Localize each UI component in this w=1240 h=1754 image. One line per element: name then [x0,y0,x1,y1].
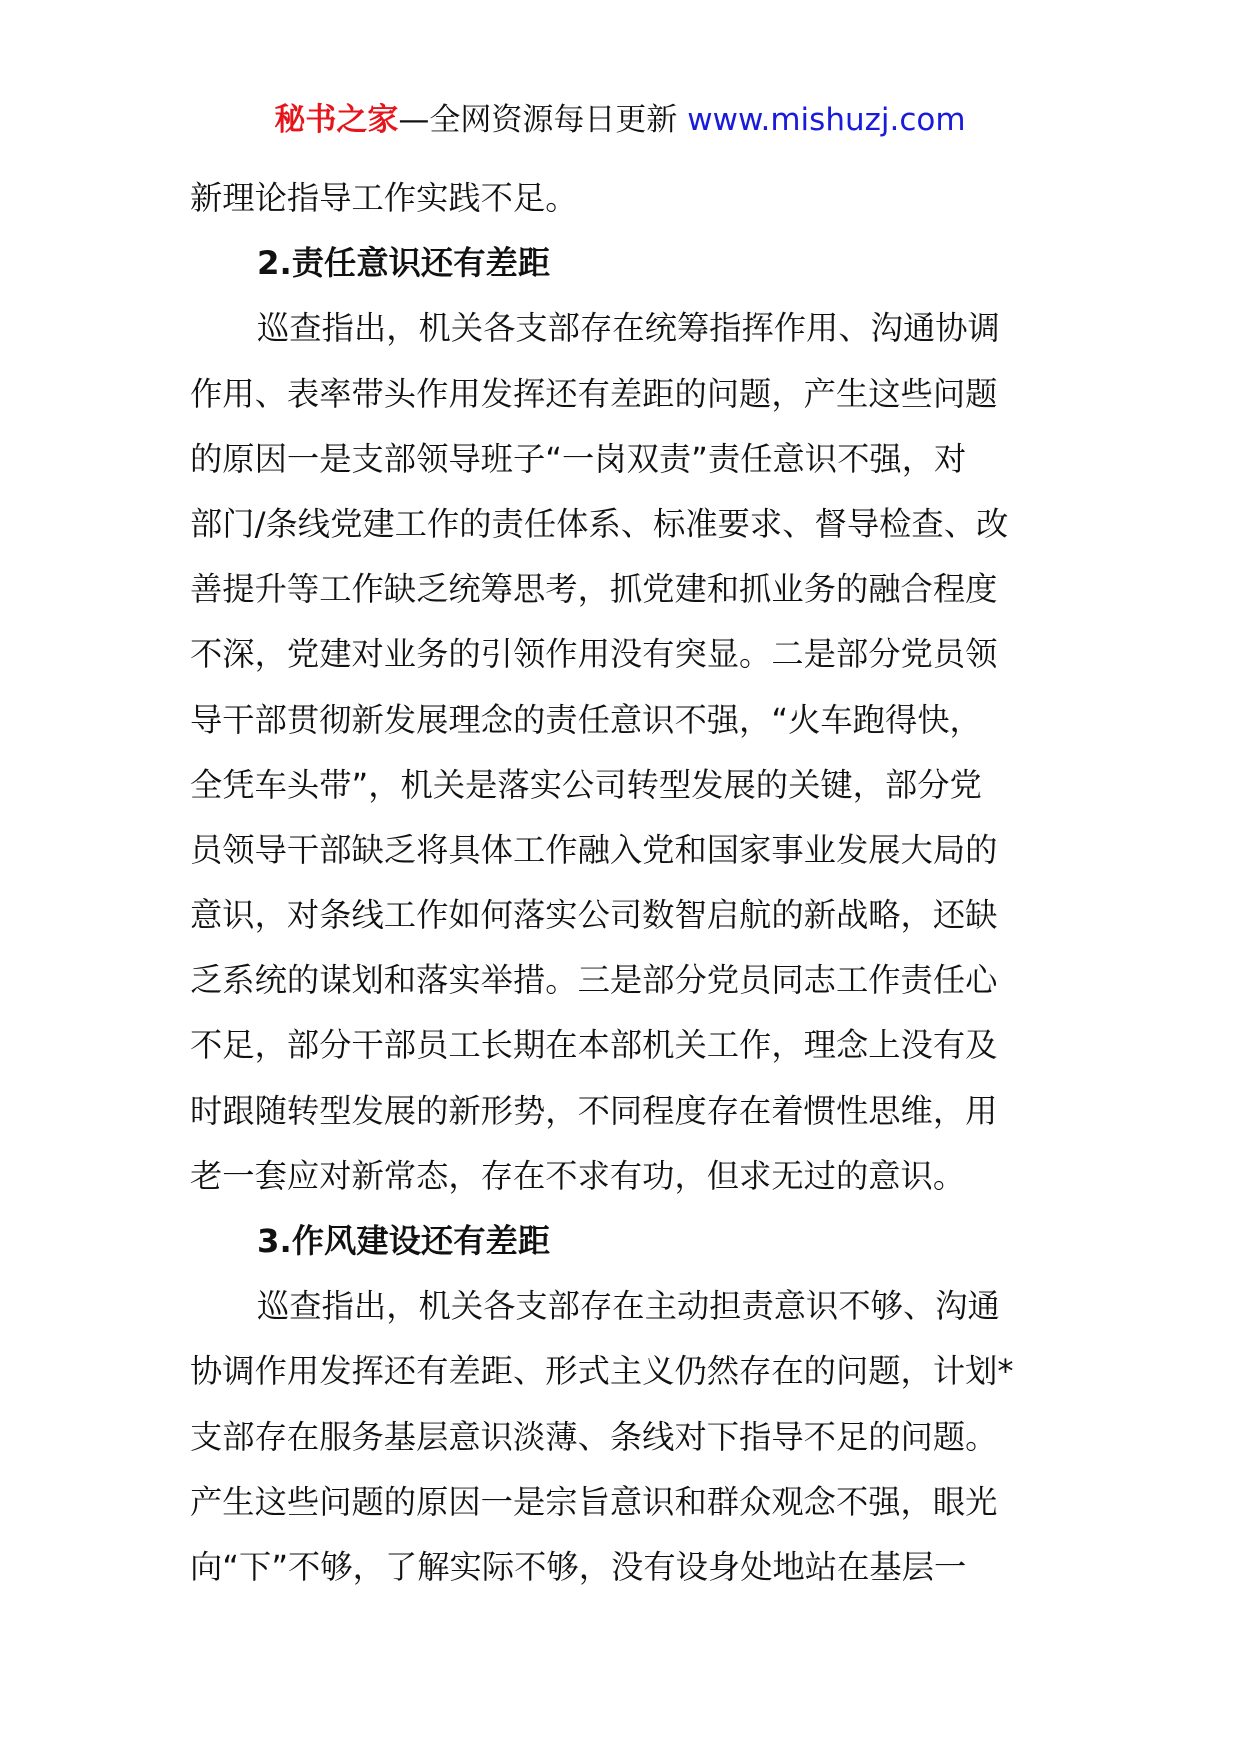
paragraph-line: 巡查指出，机关各支部存在统筹指挥作用、沟通协调 [257,309,1000,348]
paragraph-line: 不足，部分干部员工长期在本部机关工作，理念上没有及 [190,1026,998,1065]
paragraph-line: 员领导干部缺乏将具体工作融入党和国家事业发展大局的 [190,830,998,869]
site-url-link[interactable]: www.mishuzj.com [687,102,966,138]
section-heading-work-style: 3.作风建设还有差距 [257,1222,551,1260]
paragraph-line: 善提升等工作缺乏统筹思考，抓党建和抓业务的融合程度 [190,570,998,609]
site-brand: 秘书之家 [274,102,399,138]
section-heading-responsibility: 2.责任意识还有差距 [257,244,551,283]
site-tagline: —全网资源每日更新 [398,102,688,138]
document-body [190,166,1060,1600]
paragraph-line: 全凭车头带”，机关是落实公司转型发展的关键，部分党 [190,765,982,804]
paragraph-line: 巡查指出，机关各支部存在主动担责意识不够、沟通 [257,1287,1000,1326]
paragraph-line: 向“下”不够，了解实际不够，没有设身处地站在基层一 [190,1547,967,1586]
paragraph-line: 产生这些问题的原因一是宗旨意识和群众观念不强，眼光 [190,1482,998,1521]
paragraph-line: 的原因一是支部领导班子“一岗双责”责任意识不强，对 [190,439,967,478]
paragraph-line: 部门/条线党建工作的责任体系、标准要求、督导检查、改 [190,504,1009,543]
paragraph-line: 时跟随转型发展的新形势，不同程度存在着惯性思维，用 [190,1091,998,1130]
paragraph-line: 导干部贯彻新发展理念的责任意识不强，“火车跑得快， [190,700,982,739]
paragraph-line: 老一套应对新常态，存在不求有功，但求无过的意识。 [190,1156,966,1195]
paragraph-line: 作用、表率带头作用发挥还有差距的问题，产生这些问题 [190,374,998,413]
paragraph-line: 意识，对条线工作如何落实公司数智启航的新战略，还缺 [190,896,998,935]
paragraph-line: 支部存在服务基层意识淡薄、条线对下指导不足的问题。 [190,1417,998,1456]
paragraph-line: 不深，党建对业务的引领作用没有突显。二是部分党员领 [190,635,998,674]
site-header [0,98,1240,142]
paragraph-line: 协调作用发挥还有差距、形式主义仍然存在的问题，计划* [190,1352,1014,1391]
paragraph-line: 乏系统的谋划和落实举措。三是部分党员同志工作责任心 [190,961,998,1000]
paragraph-continuation: 新理论指导工作实践不足。 [190,179,578,217]
